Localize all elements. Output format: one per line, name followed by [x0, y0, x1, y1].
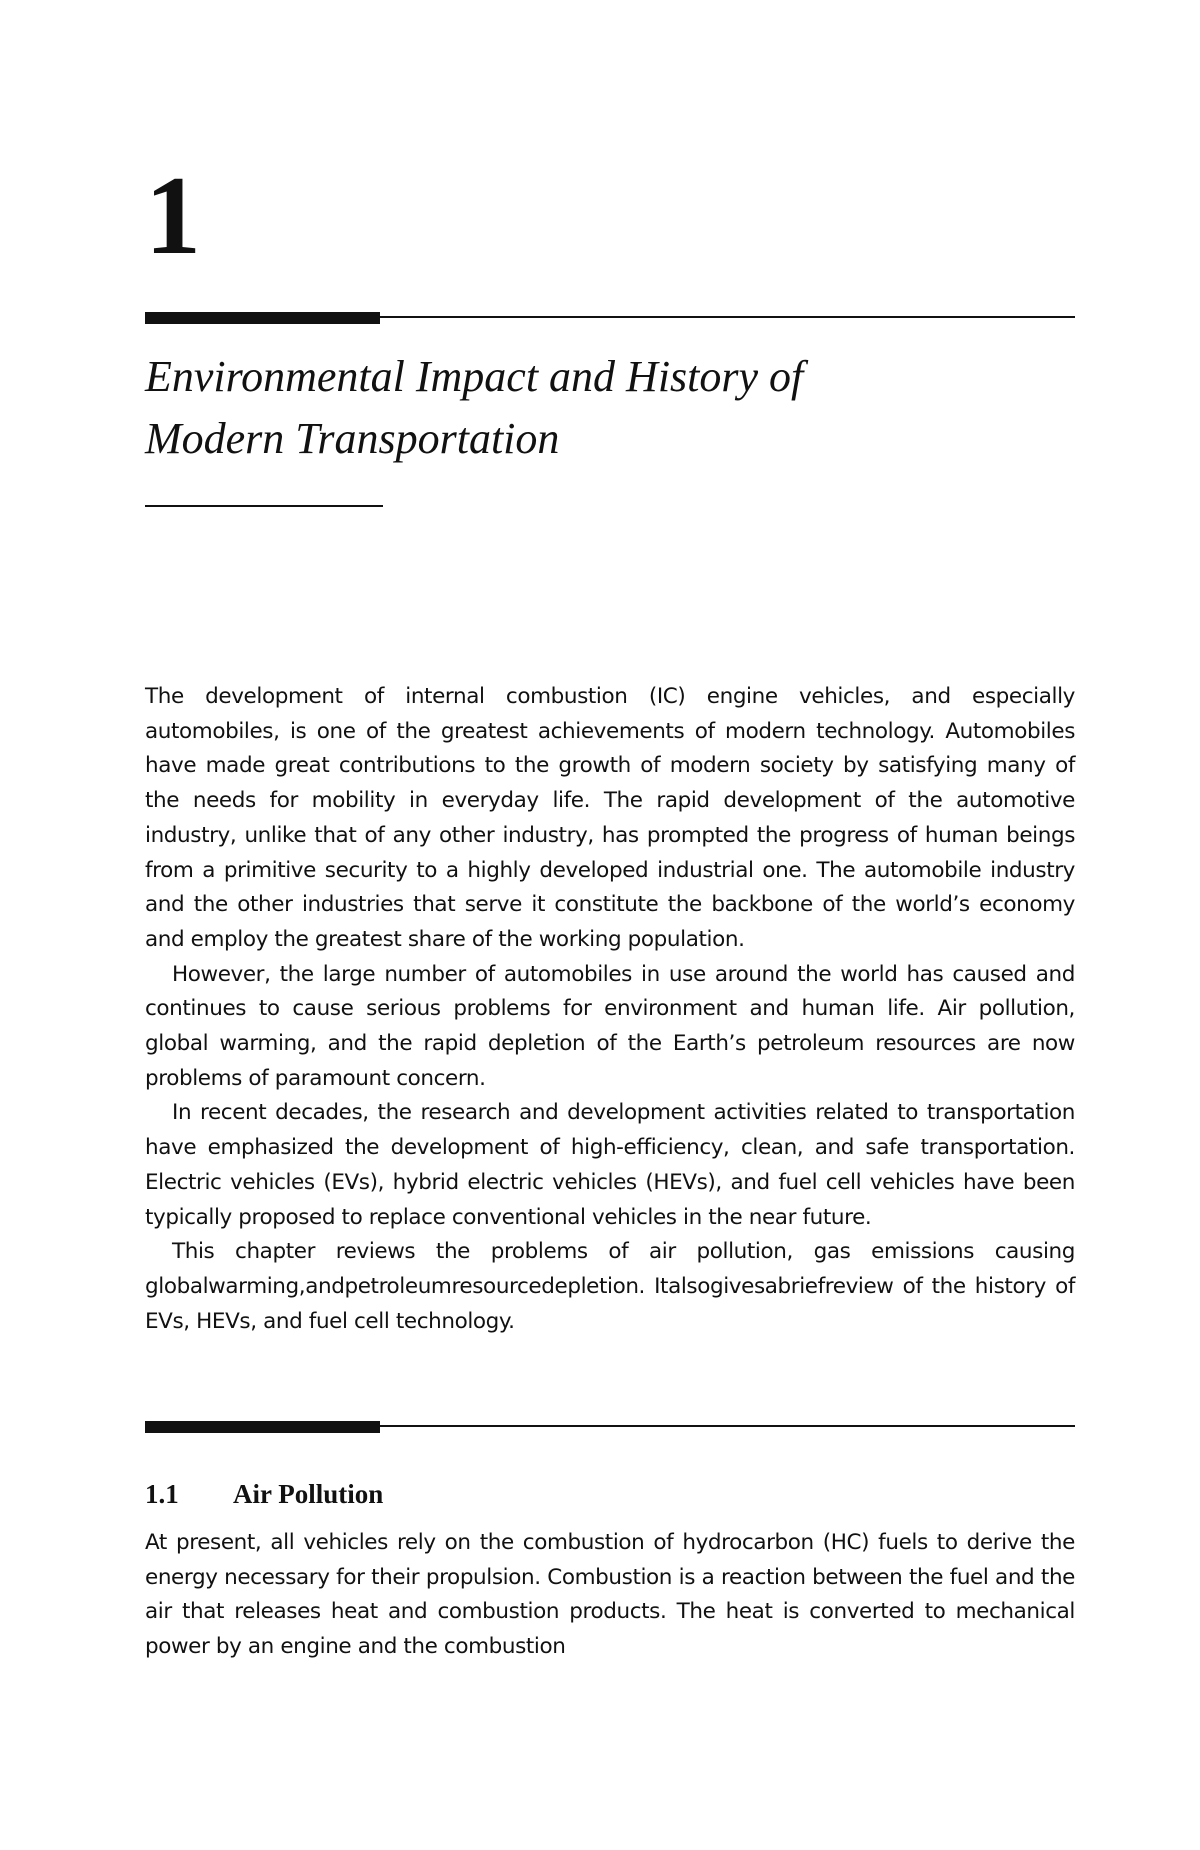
section-paragraph: At present, all vehicles rely on the combustion of hydrocarbon (HC) fuels to derive the energy necessary for their propulsion. Combustion is a reaction between the fuel and the air that releases heat and combustion products. The heat is converted to mechanical power by an engine and the combustion [145, 1530, 1075, 1660]
section-number: 1.1 [145, 1479, 179, 1509]
title-underline [145, 505, 383, 507]
intro-paragraph-1: The development of internal combustion (IC) engine vehicles, and especially automobiles, is one of the greatest achievements of modern technology. Automobiles have made great contributions to the growth of modern society by satisfying many of the needs for mobility in everyday life. The rapid development of the automotive industry, unlike that of any other industry, has prompted the progress of human beings from a primitive security to a highly developed industrial one. The automobile industry and the other industries that serve it constitute the backbone of the world’s economy and employ the greatest share of the working population. [145, 684, 1075, 952]
chapter-number: 1 [145, 154, 201, 278]
section-rule-thick-segment [145, 1421, 380, 1433]
chapter-title-line-2: Modern Transportation [145, 414, 560, 463]
chapter-intro [145, 680, 1075, 1339]
chapter-title-line-1: Environmental Impact and History of [145, 352, 804, 401]
section-rule [145, 1425, 1075, 1427]
section-title: Air Pollution [233, 1479, 384, 1509]
chapter-rule-thick-segment [145, 312, 380, 324]
book-page [145, 0, 1075, 1850]
intro-paragraph-2: However, the large number of automobiles in use around the world has caused and continues to cause serious problems for environment and human life. Air pollution, global warming, and the rapid depletion of the Earth’s petroleum resources are now problems of paramount concern. [145, 961, 1075, 1091]
chapter-title [145, 346, 1075, 470]
section-heading [145, 1477, 383, 1511]
intro-paragraph-3: In recent decades, the research and development activities related to transportation have emphasized the development of high-efficiency, clean, and safe transportation. Electric vehicles (EVs), hybrid electric vehicles (HEVs), and fuel cell vehicles have been typically proposed to replace conventional vehicles in the near future. [145, 1100, 1075, 1230]
chapter-rule [145, 316, 1075, 318]
section-body [145, 1526, 1075, 1665]
intro-paragraph-4: This chapter reviews the problems of air pollution, gas emissions causing globalwarming,andpetroleumresourcedepletion. Italsogivesabriefreview of the history of EVs, HEVs, and fuel cell technology. [145, 1239, 1075, 1334]
